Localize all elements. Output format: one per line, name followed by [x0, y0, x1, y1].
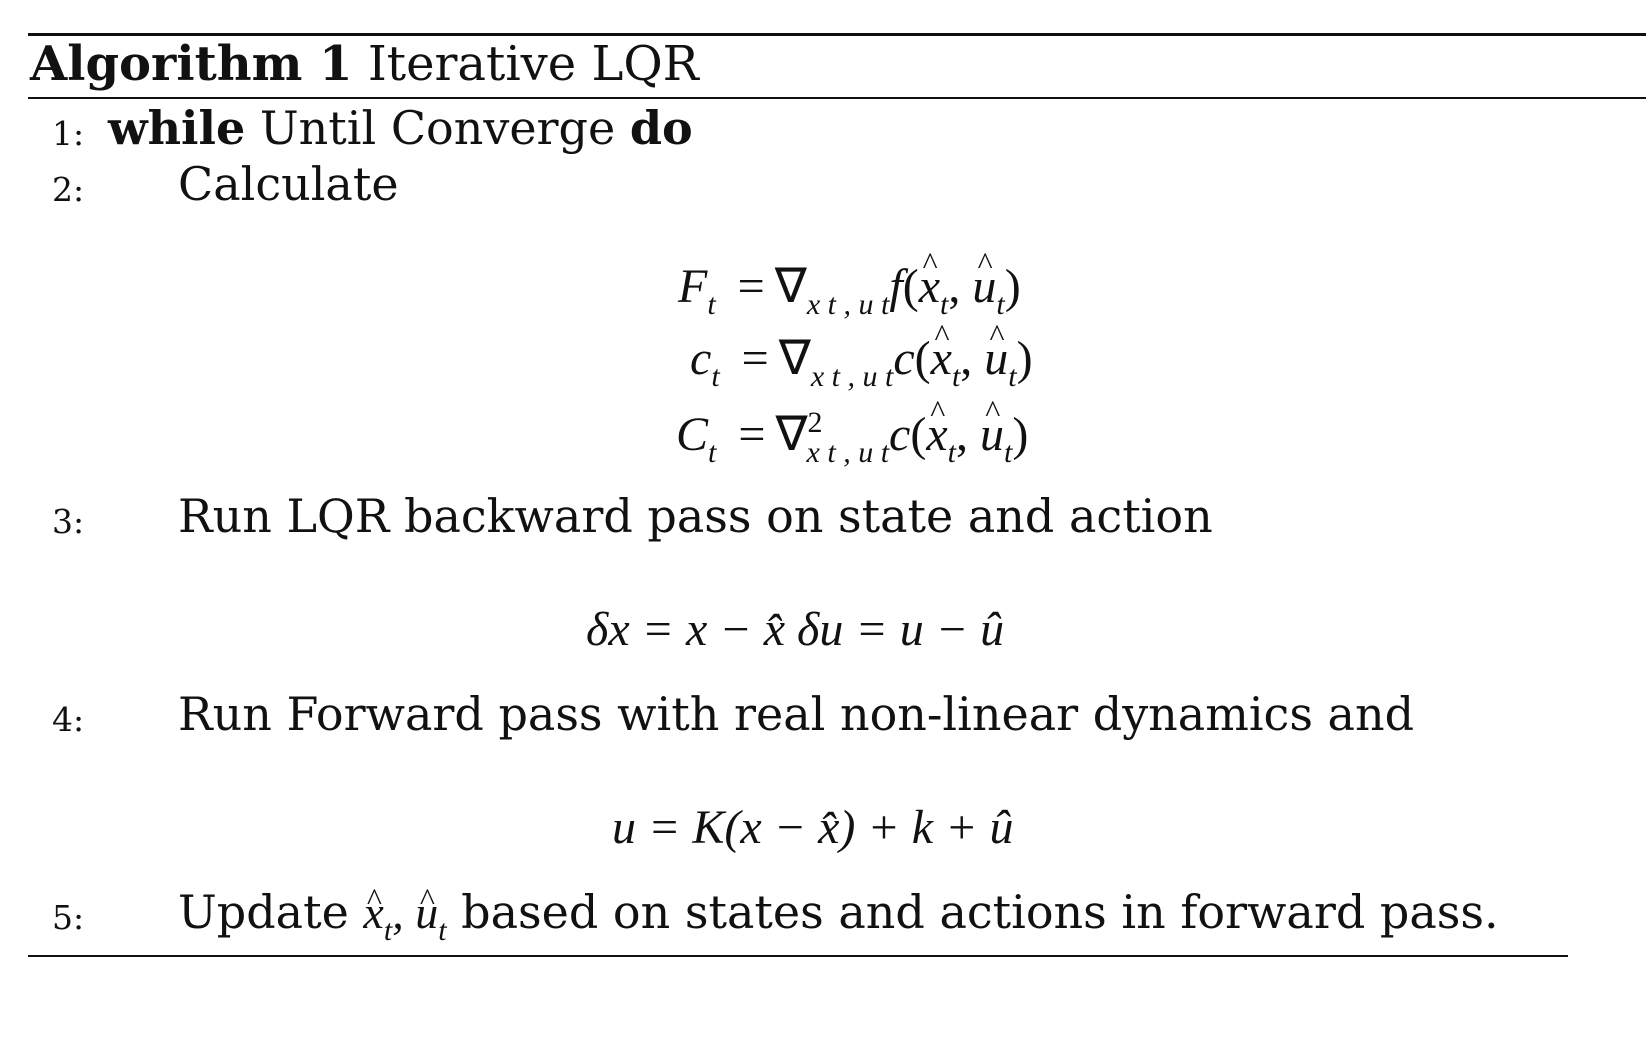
grad-sub: x t , u t: [806, 436, 890, 469]
keyword-while: while: [108, 101, 246, 155]
equation-Ct: $C_t = \nabla^2_{x t , u t}c(x$ $\^{}_t$, u $\^{}_t$): [676, 406, 1028, 462]
eq-sub: t: [708, 436, 717, 469]
update-word: Update: [178, 885, 349, 939]
step-text: [178, 884, 1499, 947]
grad-sub: x t , u t: [810, 360, 894, 393]
algorithm-title: [30, 35, 699, 93]
step-text: Calculate: [178, 157, 399, 211]
equation-ct: $c_t = \nabla_{x t , u t}c(x$ $\^{}_t$, u $\^{}_t$): [690, 330, 1033, 386]
algorithm-name: Iterative LQR: [367, 36, 699, 92]
keyword-do: do: [629, 101, 693, 155]
nabla: ∇: [774, 260, 807, 313]
eq-fn: c: [893, 332, 915, 385]
equation-deltas: δx = x − x̂ δu = u − û: [586, 603, 1005, 656]
eq-sub: t: [707, 288, 716, 321]
step-number: 3:: [52, 502, 85, 541]
eq-lhs: F: [678, 260, 708, 313]
step-number: 2:: [52, 170, 85, 209]
eq-sub: t: [711, 360, 720, 393]
inline-math: x $\^{}_t$, u $\^{}_t$: [363, 887, 446, 938]
eq-lhs: c: [690, 332, 712, 385]
grad-power: 2: [807, 406, 823, 439]
eq-fn: f: [889, 260, 903, 313]
condition-text: Until Converge: [259, 101, 616, 155]
algorithm-label: Algorithm 1: [30, 36, 353, 92]
step-number: 5:: [52, 898, 85, 937]
header-rule: [28, 97, 1646, 99]
update-rest: based on states and actions in forward pass.: [461, 885, 1499, 939]
step-number: 4:: [52, 700, 85, 739]
eq-lhs: C: [676, 408, 709, 461]
bottom-rule: [28, 955, 1568, 957]
equation-Ft: $F_t = \nabla_{x t , u t}f(x$ $\^{}_t$, u $\^{}_t$): [678, 258, 1021, 314]
eq-fn: c: [889, 408, 911, 461]
step-text: Run Forward pass with real non-linear dynamics and: [178, 687, 1415, 741]
equation-control-law: u = K(x − x̂) + k + û: [612, 801, 1014, 854]
step-text: [108, 100, 693, 156]
step-number: 1:: [52, 114, 85, 153]
grad-sub: x t , u t: [806, 288, 890, 321]
nabla: ∇: [775, 408, 808, 461]
nabla: ∇: [778, 332, 811, 385]
step-text: Run LQR backward pass on state and action: [178, 489, 1213, 543]
